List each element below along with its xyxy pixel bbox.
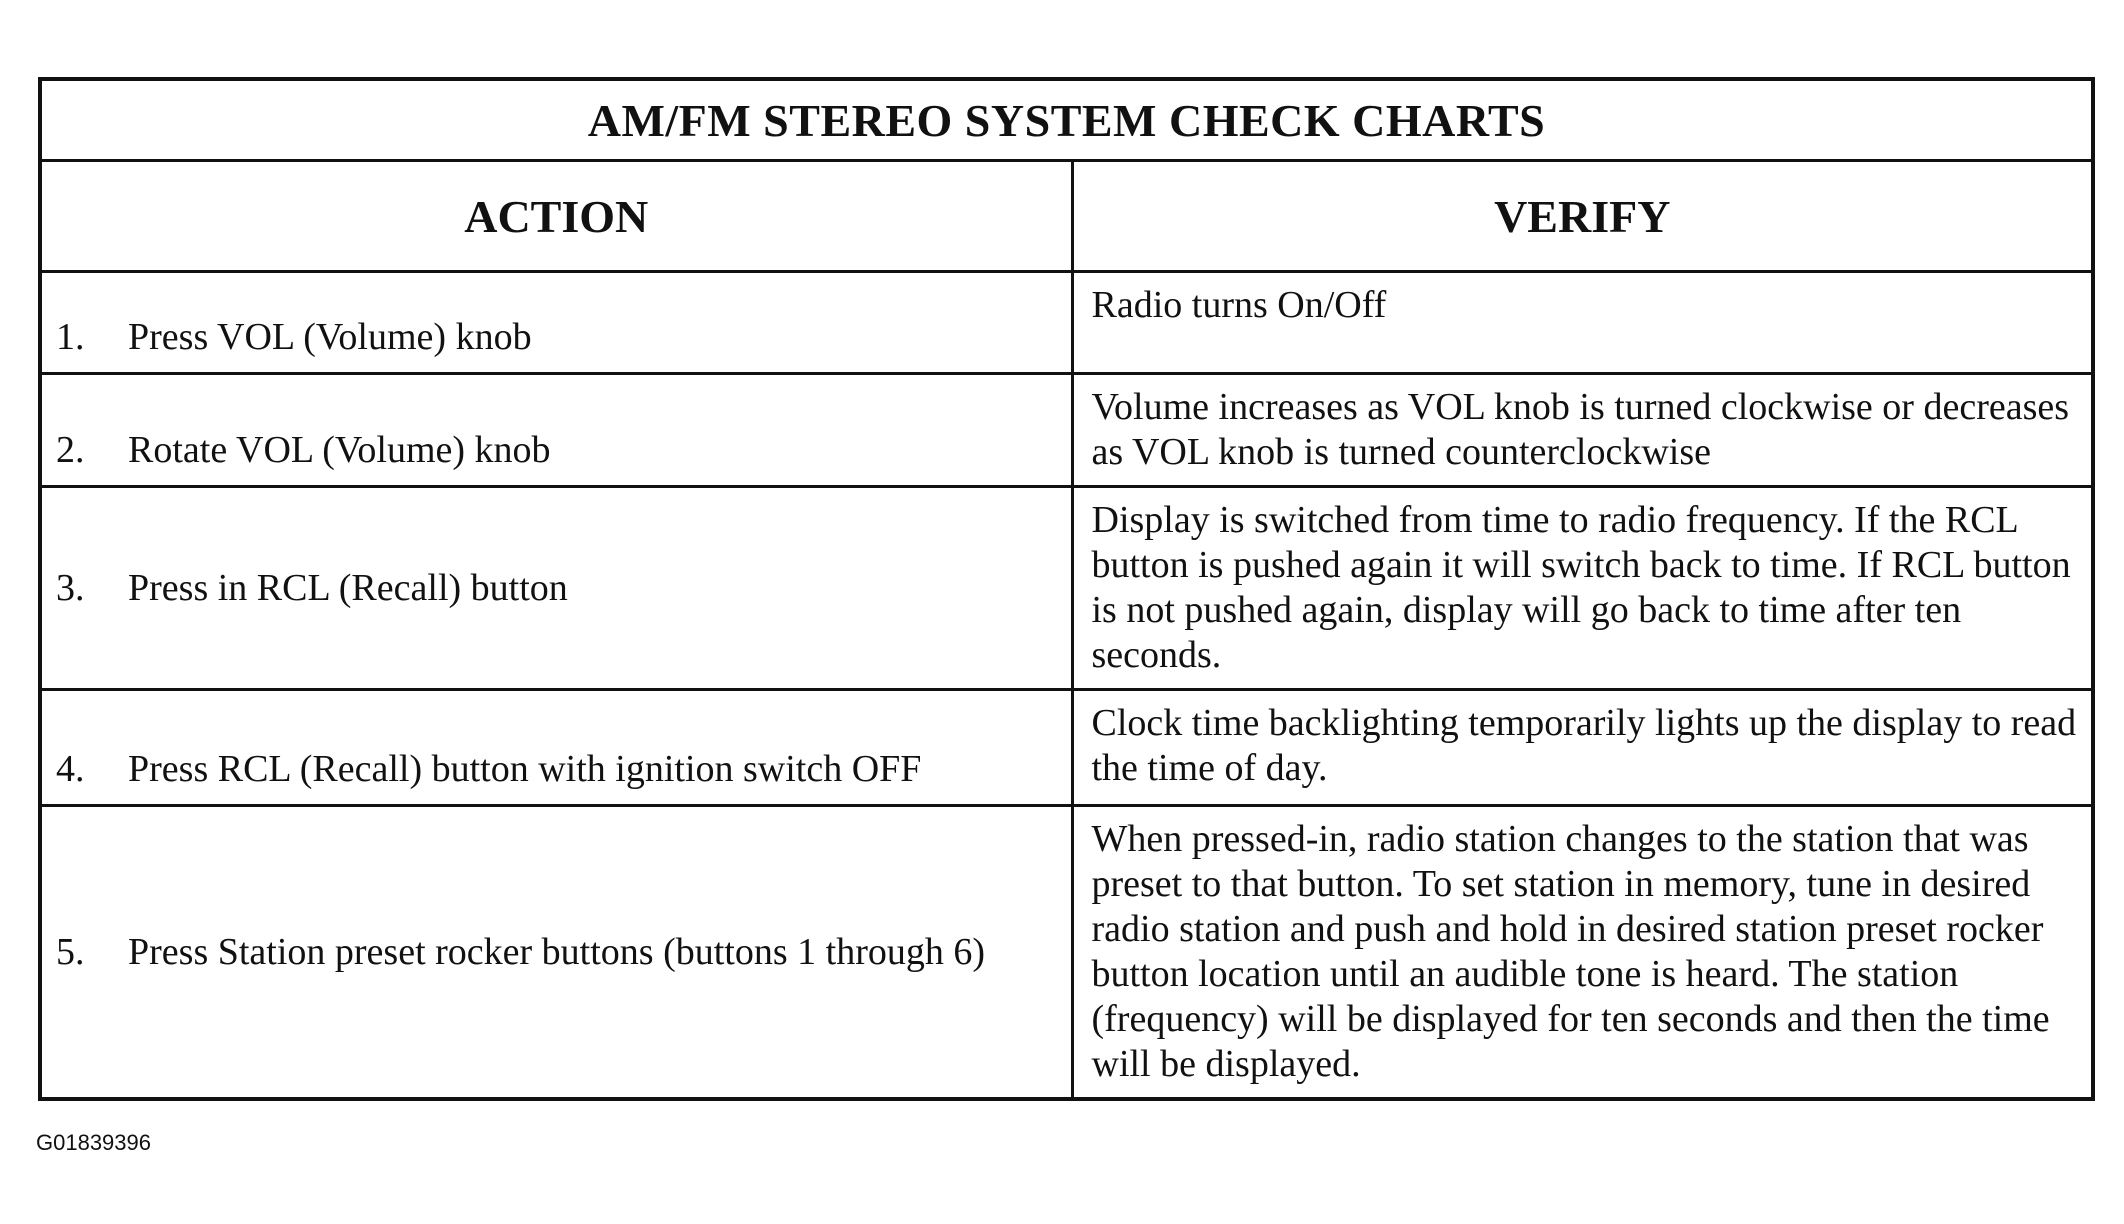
verify-cell: Volume increases as VOL knob is turned clockwise or decreases as VOL knob is turned counterclockwise xyxy=(1072,374,2093,487)
action-text: Rotate VOL (Volume) knob xyxy=(128,429,551,471)
action-text: Press in RCL (Recall) button xyxy=(128,566,568,609)
figure-id: G01839396 xyxy=(36,1130,151,1155)
header-row xyxy=(40,161,2093,272)
step-number: 4. xyxy=(56,748,85,790)
verify-cell: Display is switched from time to radio frequency. If the RCL button is pushed again it will switch back to time. If RCL button is not pushed again, display will go back to time after ten seconds. xyxy=(1072,487,2093,690)
step-number: 2. xyxy=(56,429,85,471)
table-row xyxy=(40,272,2093,374)
table-row xyxy=(40,374,2093,487)
action-text: Press Station preset rocker buttons (buttons 1 through 6) xyxy=(128,930,986,973)
table-row xyxy=(40,690,2093,806)
table-row xyxy=(40,806,2093,1100)
action-text: Press VOL (Volume) knob xyxy=(128,316,532,358)
action-cell xyxy=(40,487,1072,690)
action-cell xyxy=(40,272,1072,374)
action-cell xyxy=(40,690,1072,806)
verify-cell: Radio turns On/Off xyxy=(1072,272,2093,374)
table-row xyxy=(40,487,2093,690)
verify-header: VERIFY xyxy=(1072,161,2093,272)
chart-title: AM/FM STEREO SYSTEM CHECK CHARTS xyxy=(40,79,2093,161)
action-cell xyxy=(40,806,1072,1100)
action-header: ACTION xyxy=(40,161,1072,272)
step-number: 1. xyxy=(56,316,85,358)
step-number: 3. xyxy=(56,566,85,609)
action-text: Press RCL (Recall) button with ignition switch OFF xyxy=(128,748,922,790)
verify-cell: Clock time backlighting temporarily lights up the display to read the time of day. xyxy=(1072,690,2093,806)
verify-cell: When pressed-in, radio station changes to the station that was preset to that button. To set station in memory, tune in desired radio station and push and hold in desired station preset rocker button location until an audible tone is heard. The station (frequency) will be displayed for ten seconds and then the time will be displayed. xyxy=(1072,806,2093,1100)
check-chart-table xyxy=(38,77,2095,1101)
action-cell xyxy=(40,374,1072,487)
step-number: 5. xyxy=(56,930,85,973)
title-row xyxy=(40,79,2093,161)
